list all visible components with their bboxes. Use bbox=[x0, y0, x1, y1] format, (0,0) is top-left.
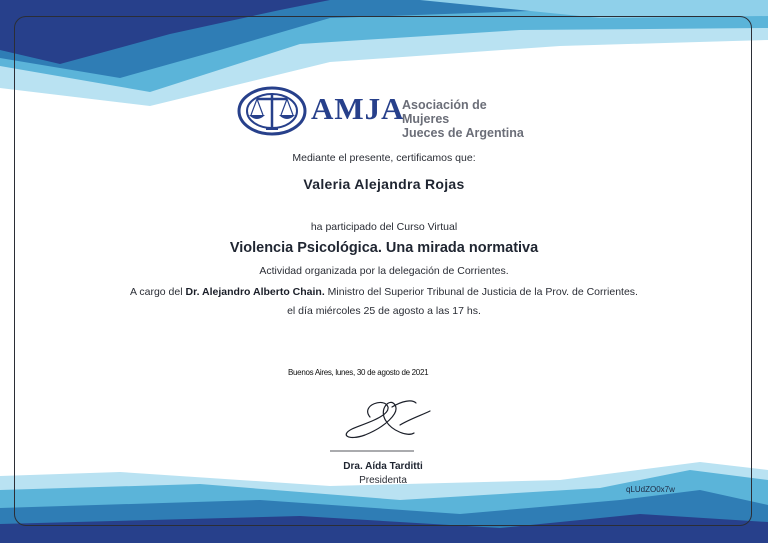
recipient-name: Valeria Alejandra Rojas bbox=[303, 176, 465, 192]
logo-subtitle-line2: Jueces de Argentina bbox=[402, 126, 524, 140]
organized-by-text: Actividad organizada por la delegación de Corrientes. bbox=[259, 265, 509, 277]
scales-of-justice-icon bbox=[237, 85, 307, 137]
verification-code: qLUdZO0x7w bbox=[626, 485, 675, 494]
participation-text: ha participado del Curso Virtual bbox=[310, 221, 458, 233]
amja-logo bbox=[237, 85, 537, 140]
in-charge-name: Dr. Alejandro Alberto Chain. bbox=[185, 286, 325, 298]
logo-subtitle-line1: Asociación de Mujeres bbox=[402, 98, 487, 126]
event-date-time: el día miércoles 25 de agosto a las 17 hs. bbox=[287, 305, 481, 317]
in-charge-suffix: Ministro del Superior Tribunal de Justicia de la Prov. de Corrientes. bbox=[327, 286, 638, 298]
in-charge-line bbox=[0, 286, 768, 298]
course-title: Violencia Psicológica. Una mirada normativa bbox=[229, 240, 539, 256]
logo-wordmark: AMJA bbox=[311, 91, 405, 126]
place-and-date: Buenos Aires, lunes, 30 de agosto de 2021 bbox=[288, 368, 429, 377]
signatory-role: Presidenta bbox=[359, 475, 407, 486]
handwritten-signature bbox=[330, 395, 440, 455]
in-charge-prefix: A cargo del bbox=[130, 286, 183, 298]
logo-subtitle bbox=[402, 98, 537, 140]
signatory-name: Dra. Aída Tarditti bbox=[343, 461, 423, 472]
certificate-intro: Mediante el presente, certificamos que: bbox=[292, 152, 476, 164]
